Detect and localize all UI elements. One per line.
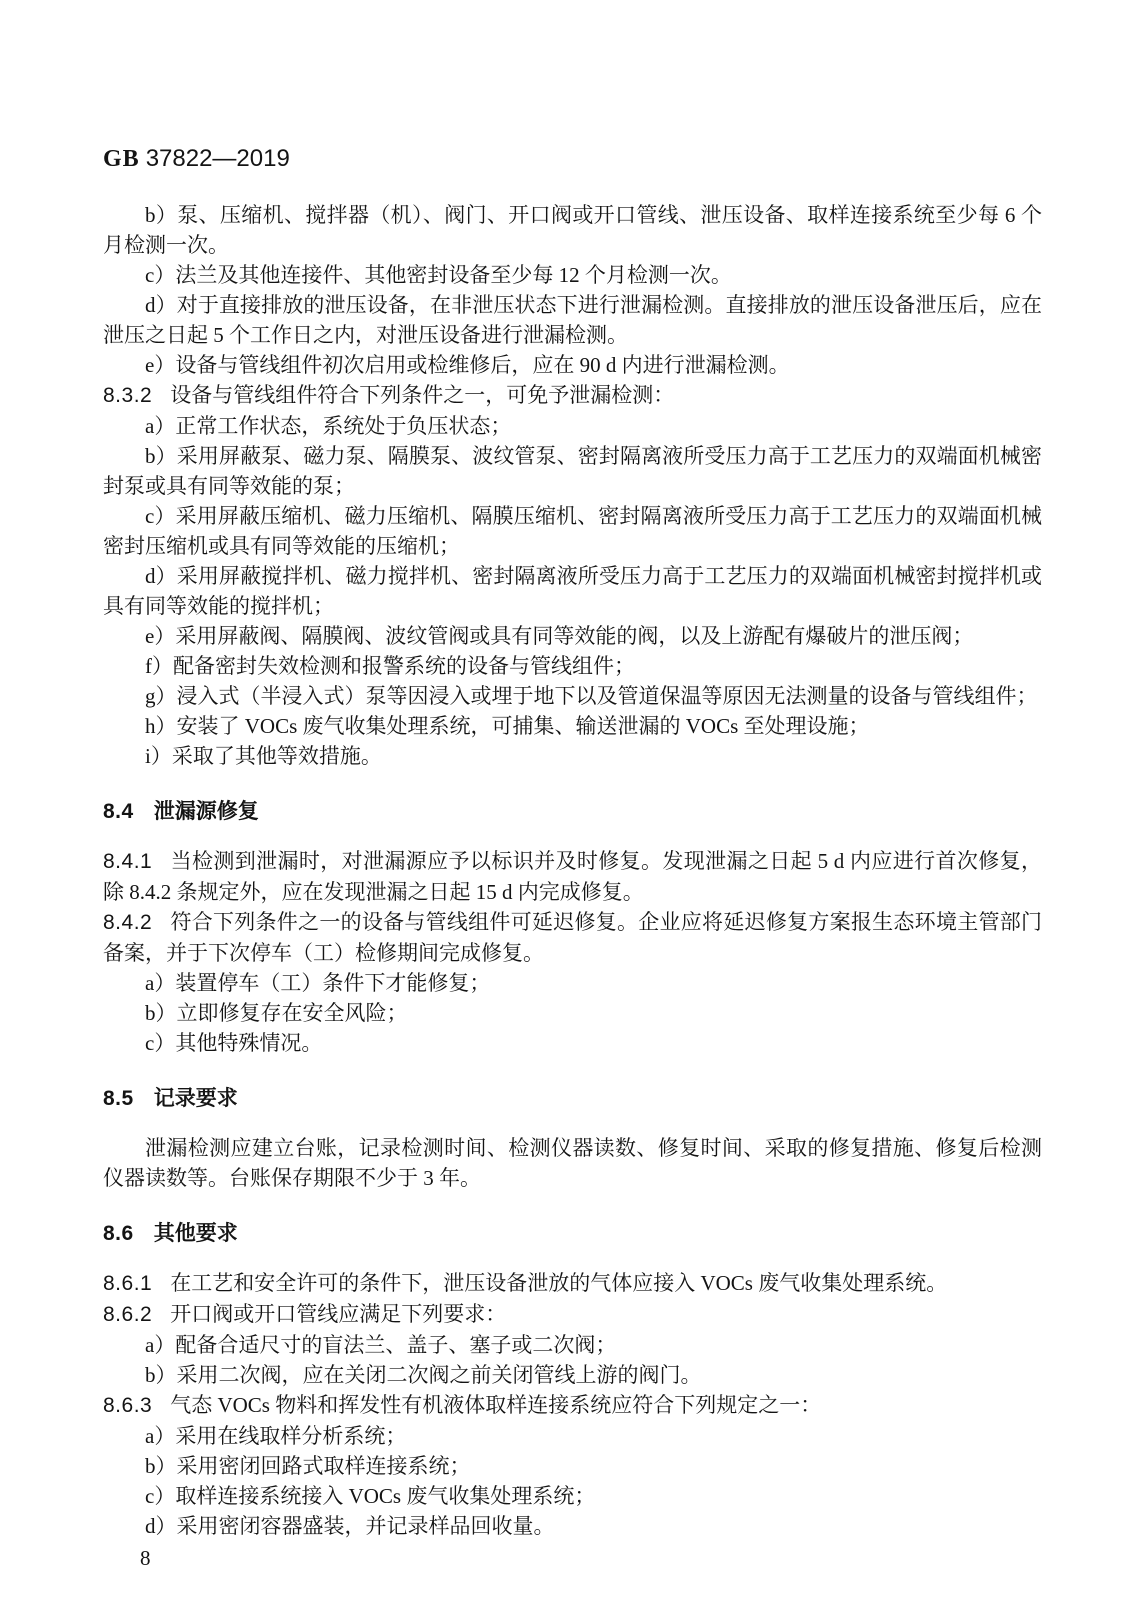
clause-number: 8.4.1 <box>103 850 153 873</box>
document-header <box>103 146 1042 172</box>
section-title: 其他要求 <box>153 1222 238 1245</box>
paragraph: 泄漏检测应建立台账，记录检测时间、检测仪器读数、修复时间、采取的修复措施、修复后检测仪器读数等。台账保存期限不少于 3 年。 <box>103 1136 1042 1190</box>
list-item: f）配备密封失效检测和报警系统的设备与管线组件； <box>145 654 635 678</box>
list-item: e）采用屏蔽阀、隔膜阀、波纹管阀或具有同等效能的阀，以及上游配有爆破片的泄压阀； <box>145 624 974 648</box>
standard-prefix: GB <box>103 146 140 172</box>
list-item: g）浸入式（半浸入式）泵等因浸入或埋于地下以及管道保温等原因无法测量的设备与管线组件； <box>145 684 1038 708</box>
section-number: 8.6 <box>103 1222 134 1245</box>
clause-paragraph <box>103 380 1042 411</box>
section-number: 8.4 <box>103 800 134 823</box>
clause-text: 设备与管线组件符合下列条件之一，可免予泄漏检测： <box>170 383 675 407</box>
section-heading <box>103 1084 1042 1114</box>
clause-text: 符合下列条件之一的设备与管线组件可延迟修复。企业应将延迟修复方案报生态环境主管部门备案，并于下次停车（工）检修期间完成修复。 <box>103 910 1042 965</box>
list-item: i）采取了其他等效措施。 <box>145 744 382 768</box>
section-title: 记录要求 <box>153 1087 238 1110</box>
list-item: b）采用屏蔽泵、磁力泵、隔膜泵、波纹管泵、密封隔离液所受压力高于工艺压力的双端面机械密封泵或具有同等效能的泵； <box>103 444 1042 498</box>
list-item: b）采用二次阀，应在关闭二次阀之前关闭管线上游的阀门。 <box>145 1363 702 1387</box>
list-item: e）设备与管线组件初次启用或检维修后，应在 90 d 内进行泄漏检测。 <box>145 353 790 377</box>
clause-number: 8.4.2 <box>103 911 153 934</box>
clause-number: 8.6.1 <box>103 1272 153 1295</box>
clause-number: 8.3.2 <box>103 384 153 407</box>
clause-text: 气态 VOCs 物料和挥发性有机液体取样连接系统应符合下列规定之一： <box>170 1393 822 1417</box>
section-heading <box>103 797 1042 827</box>
clause-number: 8.6.2 <box>103 1303 153 1326</box>
list-item: c）取样连接系统接入 VOCs 废气收集处理系统； <box>145 1484 596 1508</box>
list-item: a）正常工作状态，系统处于负压状态； <box>145 414 512 438</box>
section-heading <box>103 1219 1042 1249</box>
clause-number: 8.6.3 <box>103 1394 153 1417</box>
list-item: c）法兰及其他连接件、其他密封设备至少每 12 个月检测一次。 <box>145 263 732 287</box>
clause-text: 在工艺和安全许可的条件下，泄压设备泄放的气体应接入 VOCs 废气收集处理系统。 <box>170 1271 948 1295</box>
list-item: d）采用密闭容器盛装，并记录样品回收量。 <box>145 1514 555 1538</box>
list-item: b）采用密闭回路式取样连接系统； <box>145 1454 471 1478</box>
clause-paragraph <box>103 846 1042 907</box>
list-item: b）立即修复存在安全风险； <box>145 1001 408 1025</box>
list-item: b）泵、压缩机、搅拌器（机）、阀门、开口阀或开口管线、泄压设备、取样连接系统至少每 6 个月检测一次。 <box>103 203 1042 257</box>
clause-paragraph <box>103 907 1042 968</box>
list-item: a）采用在线取样分析系统； <box>145 1424 407 1448</box>
section-title: 泄漏源修复 <box>153 800 259 823</box>
list-item: h）安装了 VOCs 废气收集处理系统，可捕集、输送泄漏的 VOCs 至处理设施； <box>145 714 870 738</box>
list-item: a）配备合适尺寸的盲法兰、盖子、塞子或二次阀； <box>145 1333 617 1357</box>
clause-paragraph <box>103 1299 1042 1330</box>
list-item: a）装置停车（工）条件下才能修复； <box>145 971 491 995</box>
standard-number: 37822—2019 <box>145 145 290 172</box>
section-number: 8.5 <box>103 1087 134 1110</box>
list-item: d）采用屏蔽搅拌机、磁力搅拌机、密封隔离液所受压力高于工艺压力的双端面机械密封搅拌机或具有同等效能的搅拌机； <box>103 564 1042 618</box>
clause-paragraph <box>103 1268 1042 1299</box>
clause-text: 当检测到泄漏时，对泄漏源应予以标识并及时修复。发现泄漏之日起 5 d 内应进行首次修复，除 8.4.2 条规定外，应在发现泄漏之日起 15 d 内完成修复。 <box>103 849 1042 904</box>
document-body <box>103 200 1042 1541</box>
clause-text: 开口阀或开口管线应满足下列要求： <box>170 1302 507 1326</box>
page-number: 8 <box>140 1546 151 1570</box>
list-item: c）其他特殊情况。 <box>145 1031 323 1055</box>
list-item: c）采用屏蔽压缩机、磁力压缩机、隔膜压缩机、密封隔离液所受压力高于工艺压力的双端面机械密封压缩机或具有同等效能的压缩机； <box>103 504 1042 558</box>
clause-paragraph <box>103 1390 1042 1421</box>
list-item: d）对于直接排放的泄压设备，在非泄压状态下进行泄漏检测。直接排放的泄压设备泄压后，应在泄压之日起 5 个工作日之内，对泄压设备进行泄漏检测。 <box>103 293 1042 347</box>
